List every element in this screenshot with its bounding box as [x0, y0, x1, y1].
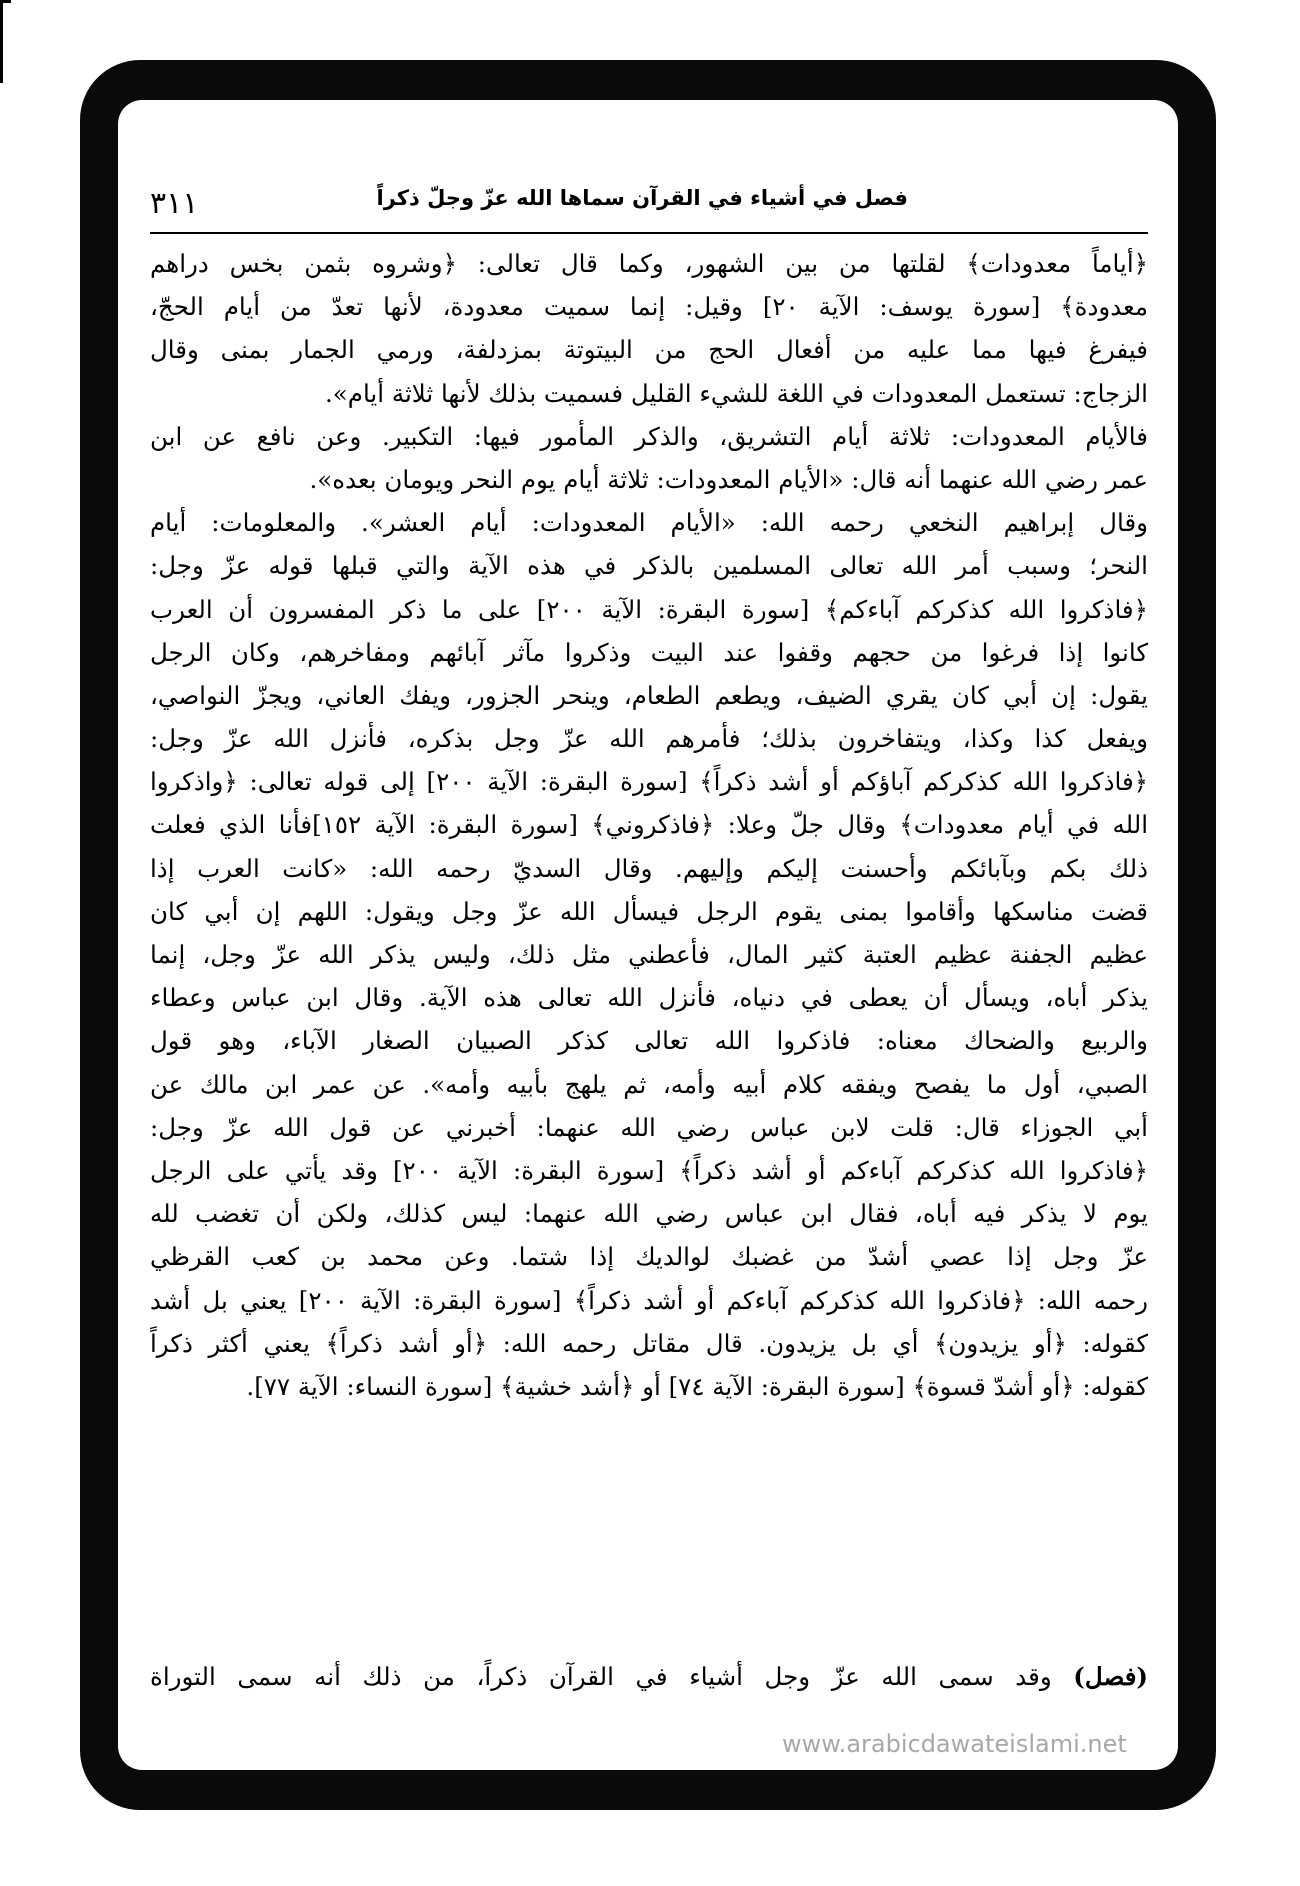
watermark-url: www.arabicdawateislami.net	[782, 1730, 1127, 1758]
text-line: رحمه الله: ﴿فاذكروا الله كذكركم آباءكم أو أشد ذكراً﴾ [سورة البقرة: الآية ٢٠٠] يعني بل أشد	[150, 1285, 1148, 1315]
body-text	[150, 242, 1148, 1408]
text-line: قضت مناسكها وأقاموا بمنى يقوم الرجل فيسأل الله عزّ وجل ويقول: اللهم إن أبي كان	[150, 896, 1148, 926]
running-title: فصل في أشياء في القرآن سماها الله عزّ وجلّ ذكراً	[376, 186, 908, 210]
text-line: الزجاج: تستعمل المعدودات في اللغة للشيء القليل فسميت بذلك لأنها ثلاثة أيام».	[325, 378, 1148, 408]
text-line: يقول: إن أبي كان يقري الضيف، ويطعم الطعام، وينحر الجزور، ويفك العاني، ويجزّ النواصي،	[150, 680, 1148, 710]
text-line: النحر؛ وسبب أمر الله تعالى المسلمين بالذكر في هذه الآية والتي قبلها قوله عزّ وجل:	[150, 551, 1148, 581]
text-line: يوم لا يذكر فيه أباه، فقال ابن عباس رضي الله عنهما: ليس كذلك، ولكن أن تغضب لله	[150, 1199, 1148, 1229]
text-line: والربيع والضحاك معناه: فاذكروا الله تعالى كذكر الصبيان الصغار الآباء، وهو قول	[150, 1026, 1148, 1056]
text-line: ﴿فاذكروا الله كذكركم آباؤكم أو أشد ذكراً﴾ [سورة البقرة: الآية ٢٠٠] إلى قوله تعالى: ﴿واذكروا	[150, 767, 1148, 797]
text-line: الصبي، أول ما يفصح ويفقه كلام أبيه وأمه، ثم يلهج بأبيه وأمه». عن عمر ابن مالك عن	[150, 1069, 1148, 1099]
text-line: كانوا إذا فرغوا من حجهم وقفوا عند البيت وذكروا مآثر آبائهم ومفاخرهم، وكان الرجل	[150, 637, 1148, 667]
text-line: عمر رضي الله عنهما أنه قال: «الأيام المعدودات: ثلاثة أيام يوم النحر ويومان بعده».	[309, 464, 1148, 494]
text-line: ﴿أياماً معدودات﴾ لقلتها من بين الشهور، وكما قال تعالى: ﴿وشروه بثمن بخس دراهم	[150, 249, 1148, 278]
scan-corner-mark	[0, 0, 11, 83]
text-line: وقال إبراهيم النخعي رحمه الله: «الأيام المعدودات: أيام العشر». والمعلومات: أيام	[150, 508, 1148, 538]
text-line: فيفرغ فيها مما عليه من أفعال الحج من البيتوتة بمزدلفة، ورمي الجمار بمنى وقال	[150, 335, 1148, 365]
text-line: ﴿فاذكروا الله كذكركم آباءكم﴾ [سورة البقرة: الآية ٢٠٠] على ما ذكر المفسرون أن العرب	[150, 594, 1148, 624]
text-line: عزّ وجل إذا عصي أشدّ من غضبك لوالديك إذا شتما. وعن محمد بن كعب القرظي	[150, 1242, 1148, 1272]
page-number: ٣١١	[150, 186, 199, 221]
section-paragraph	[150, 1655, 1148, 1698]
text-line: أبي الجوزاء قال: قلت لابن عباس رضي الله عنهما: أخبرني عن قول الله عزّ وجل:	[150, 1112, 1148, 1142]
text-line: فالأيام المعدودات: ثلاثة أيام التشريق، والذكر المأمور فيها: التكبير. وعن نافع عن ابن	[150, 421, 1148, 451]
text-line: ﴿فاذكروا الله كذكركم آباءكم أو أشد ذكراً﴾ [سورة البقرة: الآية ٢٠٠] وقد يأتي على الرجل	[150, 1155, 1148, 1185]
running-header	[150, 180, 1148, 236]
text-line: الله في أيام معدودات﴾ وقال جلّ وعلا: ﴿فاذكروني﴾ [سورة البقرة: الآية ١٥٢]فأنا الذي فعلت	[150, 810, 1148, 840]
text-line: يذكر أباه، ويسأل أن يعطى في دنياه، فأنزل الله تعالى هذه الآية. وقال ابن عباس وعطاء	[150, 983, 1148, 1013]
text-line: معدودة﴾ [سورة يوسف: الآية ٢٠] وقيل: إنما سميت معدودة، لأنها تعدّ من أيام الحجّ،	[150, 292, 1148, 322]
section-text: وقد سمى الله عزّ وجل أشياء في القرآن ذكراً، من ذلك أنه سمى التوراة	[150, 1662, 1074, 1691]
text-line: عظيم الجفنة عظيم العتبة كثير المال، فأعطني مثل ذلك، وليس يذكر الله عزّ وجل، إنما	[150, 940, 1148, 969]
section-label: (فصل)	[1073, 1662, 1148, 1691]
text-line: كقوله: ﴿أو يزيدون﴾ أي بل يزيدون. قال مقاتل رحمه الله: ﴿أو أشد ذكراً﴾ يعني أكثر ذكراً	[150, 1328, 1148, 1358]
text-line: ويفعل كذا وكذا، ويتفاخرون بذلك؛ فأمرهم الله عزّ وجل بذكره، فأنزل الله عزّ وجل:	[150, 724, 1148, 754]
text-line: كقوله: ﴿أو أشدّ قسوة﴾ [سورة البقرة: الآية ٧٤] أو ﴿أشد خشية﴾ [سورة النساء: الآية ٧٧].	[246, 1371, 1148, 1401]
header-rule	[150, 232, 1148, 234]
text-line: ذلك بكم وبآبائكم وأحسنت إليكم وإليهم. وقال السديّ رحمه الله: «كانت العرب إذا	[150, 853, 1148, 883]
